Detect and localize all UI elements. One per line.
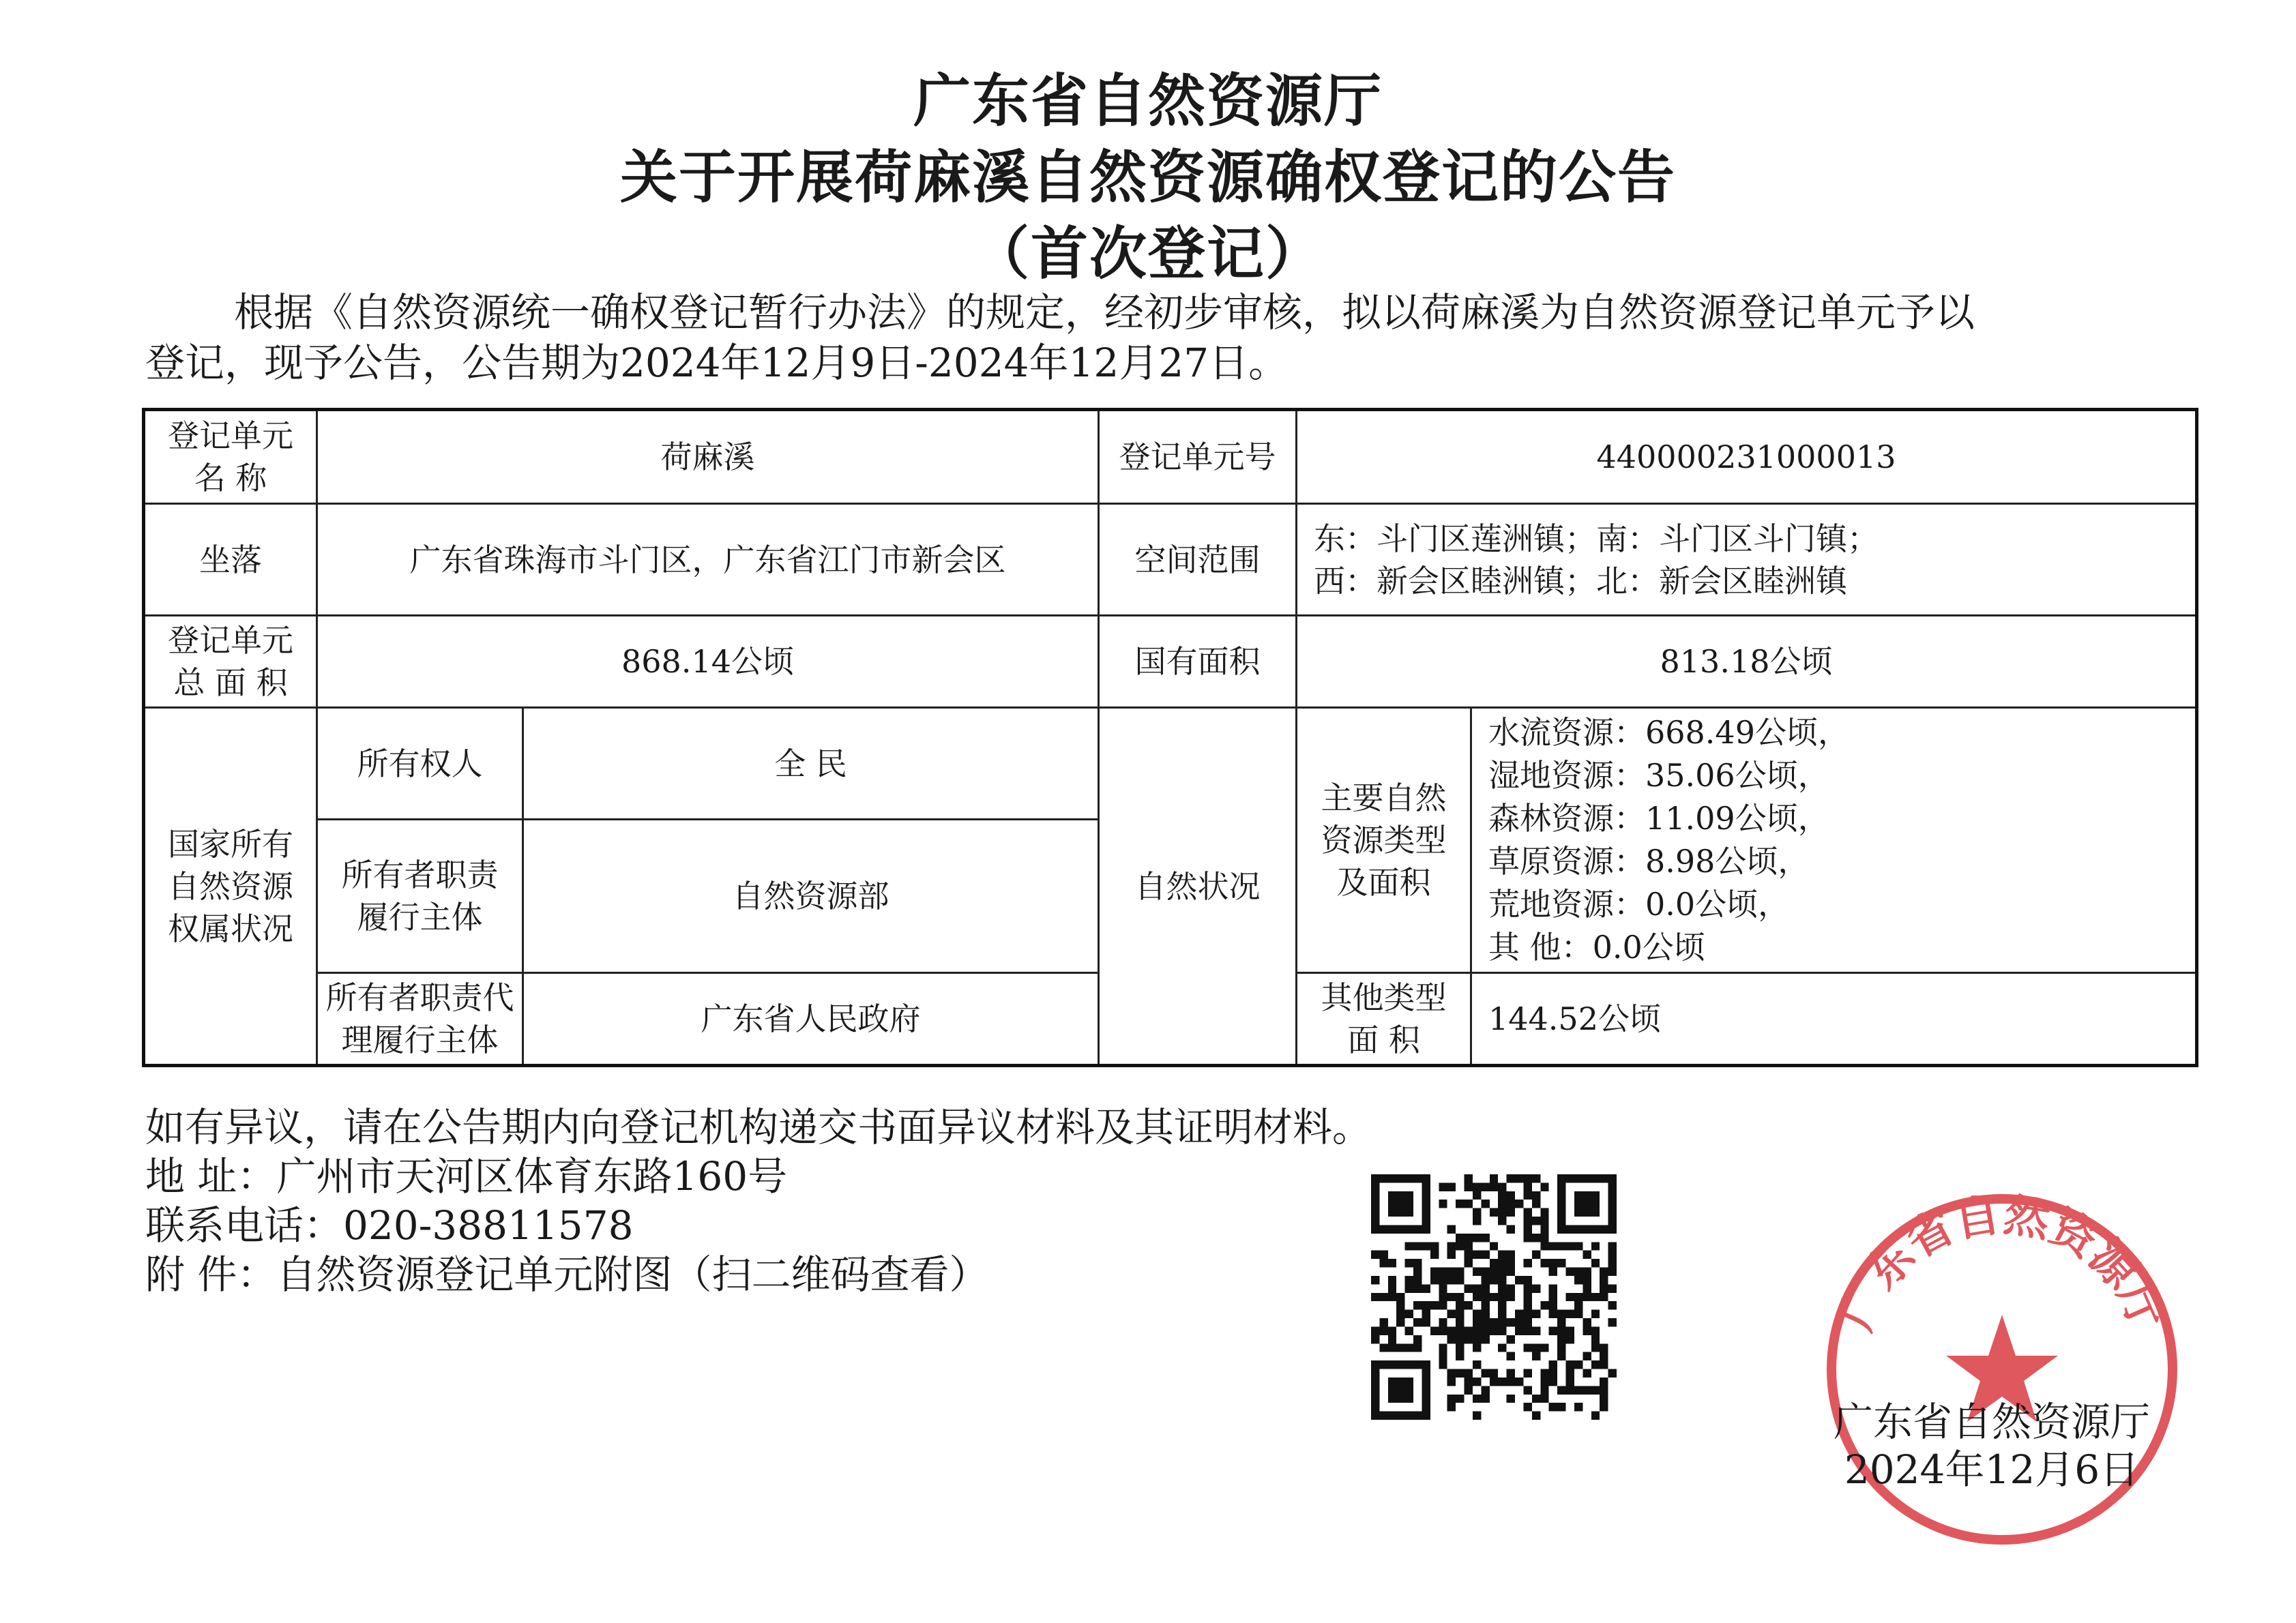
resource-item: 荒地资源：0.0公顷， bbox=[1488, 886, 1790, 923]
duty-value: 自然资源部 bbox=[523, 820, 1099, 973]
total-area-value: 868.14公顷 bbox=[317, 616, 1099, 708]
range-label: 空间范围 bbox=[1099, 504, 1297, 616]
resource-item: 草原资源：8.98公顷， bbox=[1488, 843, 1810, 880]
row-owner bbox=[144, 708, 2197, 820]
title-line-2: 关于开展荷麻溪自然资源确权登记的公告 bbox=[619, 144, 1676, 211]
resource-item: 水流资源：668.49公顷， bbox=[1488, 714, 1849, 751]
resources-list bbox=[1471, 708, 2197, 973]
state-area-label: 国有面积 bbox=[1099, 616, 1297, 708]
range-value: 东：斗门区莲洲镇；南：斗门区斗门镇； 西：新会区睦洲镇；北：新会区睦洲镇 bbox=[1297, 504, 2197, 616]
qr-code-icon[interactable] bbox=[1371, 1174, 1617, 1420]
owner-label: 所有权人 bbox=[317, 708, 523, 820]
unit-no-label: 登记单元号 bbox=[1099, 410, 1297, 504]
location-value: 广东省珠海市斗门区，广东省江门市新会区 bbox=[317, 504, 1099, 616]
nature-label: 自然状况 bbox=[1099, 708, 1297, 1066]
address-line: 地 址：广州市天河区体育东路160号 bbox=[145, 1153, 788, 1200]
other-types-label: 其他类型 面 积 bbox=[1297, 973, 1471, 1066]
row-unit-name bbox=[144, 410, 2197, 504]
owner-value: 全 民 bbox=[523, 708, 1099, 820]
row-location bbox=[144, 504, 2197, 616]
objection-note: 如有异议，请在公告期内向登记机构递交书面异议材料及其证明材料。 bbox=[145, 1104, 1372, 1150]
total-area-label: 登记单元 总 面 积 bbox=[144, 616, 317, 708]
unit-name-label: 登记单元 名 称 bbox=[144, 410, 317, 504]
resource-item: 森林资源：11.09公顷， bbox=[1488, 800, 1829, 837]
title-line-3: （首次登记） bbox=[971, 220, 1324, 287]
phone-line: 联系电话：020-38811578 bbox=[145, 1202, 634, 1249]
duty-label: 所有者职责 履行主体 bbox=[317, 820, 523, 973]
state-area-value: 813.18公顷 bbox=[1297, 616, 2197, 708]
agent-label: 所有者职责代 理履行主体 bbox=[317, 973, 523, 1066]
row-area bbox=[144, 616, 2197, 708]
agent-value: 广东省人民政府 bbox=[523, 973, 1099, 1066]
attachment-line: 附 件：自然资源登记单元附图（扫二维码查看） bbox=[145, 1251, 989, 1298]
signature-org: 广东省自然资源厅 bbox=[1833, 1399, 2150, 1445]
seal-text: 广东省自然资源厅 bbox=[1829, 1188, 2175, 1338]
unit-no-value: 440000231000013 bbox=[1297, 410, 2197, 504]
other-area-value: 144.52公顷 bbox=[1471, 973, 2197, 1066]
resource-item: 其 他：0.0公顷 bbox=[1488, 929, 1705, 966]
signature-date: 2024年12月6日 bbox=[1844, 1446, 2140, 1493]
intro-text-1: 根据《自然资源统一确权登记暂行办法》的规定，经初步审核，拟以荷麻溪为自然资源登记单元予以 bbox=[234, 289, 1975, 336]
main-types-label: 主要自然 资源类型 及面积 bbox=[1297, 708, 1471, 973]
official-seal bbox=[1818, 1185, 2186, 1553]
unit-name-value: 荷麻溪 bbox=[317, 410, 1099, 504]
location-label: 坐落 bbox=[144, 504, 317, 616]
intro-line-2: 登记，现予公告，公告期为2024年12月9日-2024年12月27日。 bbox=[145, 340, 1289, 386]
registration-table bbox=[142, 408, 2198, 1067]
title-line-1: 广东省自然资源厅 bbox=[913, 68, 1383, 134]
resource-item: 湿地资源：35.06公顷， bbox=[1488, 757, 1829, 794]
ownership-label: 国家所有 自然资源 权属状况 bbox=[144, 708, 317, 1066]
